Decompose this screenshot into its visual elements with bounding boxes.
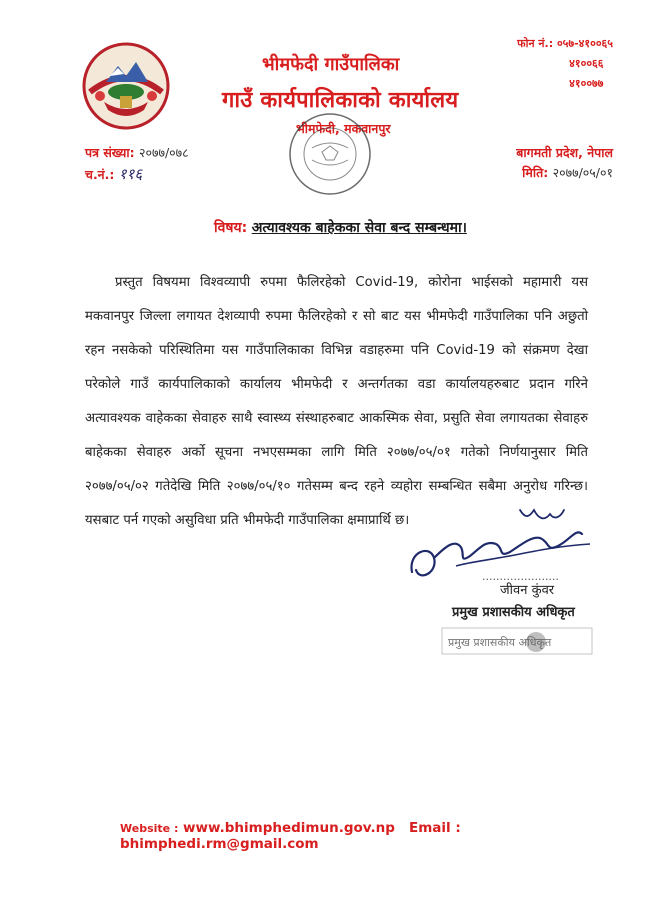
email-label: Email :: [408, 820, 461, 836]
phone-block: [517, 34, 613, 94]
website-label: Website :: [120, 822, 179, 835]
footer: [120, 820, 661, 852]
office-name: गाउँ कार्यपालिकाको कार्यालय: [222, 88, 459, 113]
title-stamp-text: प्रमुख प्रशासकीय अधिकृत: [448, 636, 552, 649]
office-address: भीमफेदी, मकवानपुर: [296, 121, 391, 136]
dispatch-number-value: ११६: [118, 165, 143, 183]
nepal-emblem-icon: [80, 40, 172, 132]
dispatch-number: [85, 164, 142, 184]
phone-number-3: ४१००७७: [569, 77, 604, 90]
phone-number: फोन नं.: ०५७-४१००६५: [517, 37, 613, 50]
date: [522, 164, 613, 181]
subject-label: विषय:: [214, 220, 248, 236]
phone-number-2: ४१००६६: [569, 57, 604, 70]
letter-paragraph: प्रस्तुत विषयमा विश्वव्यापी रुपमा फैलिरहेको Covid-19, कोरोना भाईसको महामारी यस मकवानपुर जिल्ला लगायत देशव्यापी रुपमा फैलिरहेको र सो बाट यस भीमफेदी गाउँपालिका पनि अछुतो रहन नसकेको परिस्थितिमा यस गाउँपालिकाका विभिन्न वडाहरुमा पनि Covid-19 को संक्रमण देखा परेकोले गाउँ कार्यपालिकाको कार्यालय भीमफेदी र अन्तर्गतका वडा कार्यालयहरुबाट प्रदान गरिने अत्यावश्यक वाहेकका सेवाहरु साथै स्वास्थ्य संस्थाहरुबाट आकस्मिक सेवा, प्रसुति सेवा लगायतका सेवाहरु बाहेकका सेवाहरु अर्को सूचना नभएसम्मका लागि मिति २०७७/०५/०१ गतेको निर्णयानुसार मिति २०७७/०५/०२ गतेदेखि मिति २०७७/०५/१० गतेसम्म बन्द रहने व्यहोरा सम्बन्धित सबैमा अनुरोध गरिन्छ। यसबाट पर्न गएको असुविधा प्रति भीमफेदी गाउँपालिका क्षमाप्रार्थि छ।: [85, 275, 588, 528]
letter-number-label: पत्र संख्या:: [85, 145, 135, 160]
date-label: मिति:: [522, 165, 549, 180]
letter-number-value: २०७७/०७८: [138, 145, 189, 160]
org-name: भीमफेदी गाउँपालिका: [262, 54, 400, 75]
office-stamp-icon: [282, 108, 378, 200]
date-value: २०७७/०५/०१: [552, 165, 613, 180]
title-stamp-icon: [440, 622, 600, 662]
province: बागमती प्रदेश, नेपाल: [516, 145, 613, 160]
signature-dots: ......................: [482, 570, 559, 583]
letter-body: [85, 266, 588, 538]
subject-line: [214, 218, 467, 237]
dispatch-number-label: च.नं.:: [85, 167, 115, 182]
letter-number: [85, 144, 189, 161]
email-link[interactable]: bhimphedi.rm@gmail.com: [120, 836, 319, 852]
subject-text: अत्यावश्यक बाहेकका सेवा बन्द सम्बन्धमा।: [251, 220, 467, 236]
website-link[interactable]: www.bhimphedimun.gov.np: [183, 820, 395, 836]
signatory-name: जीवन कुंवर: [500, 583, 555, 598]
signatory-title: प्रमुख प्रशासकीय अधिकृत: [452, 605, 575, 620]
